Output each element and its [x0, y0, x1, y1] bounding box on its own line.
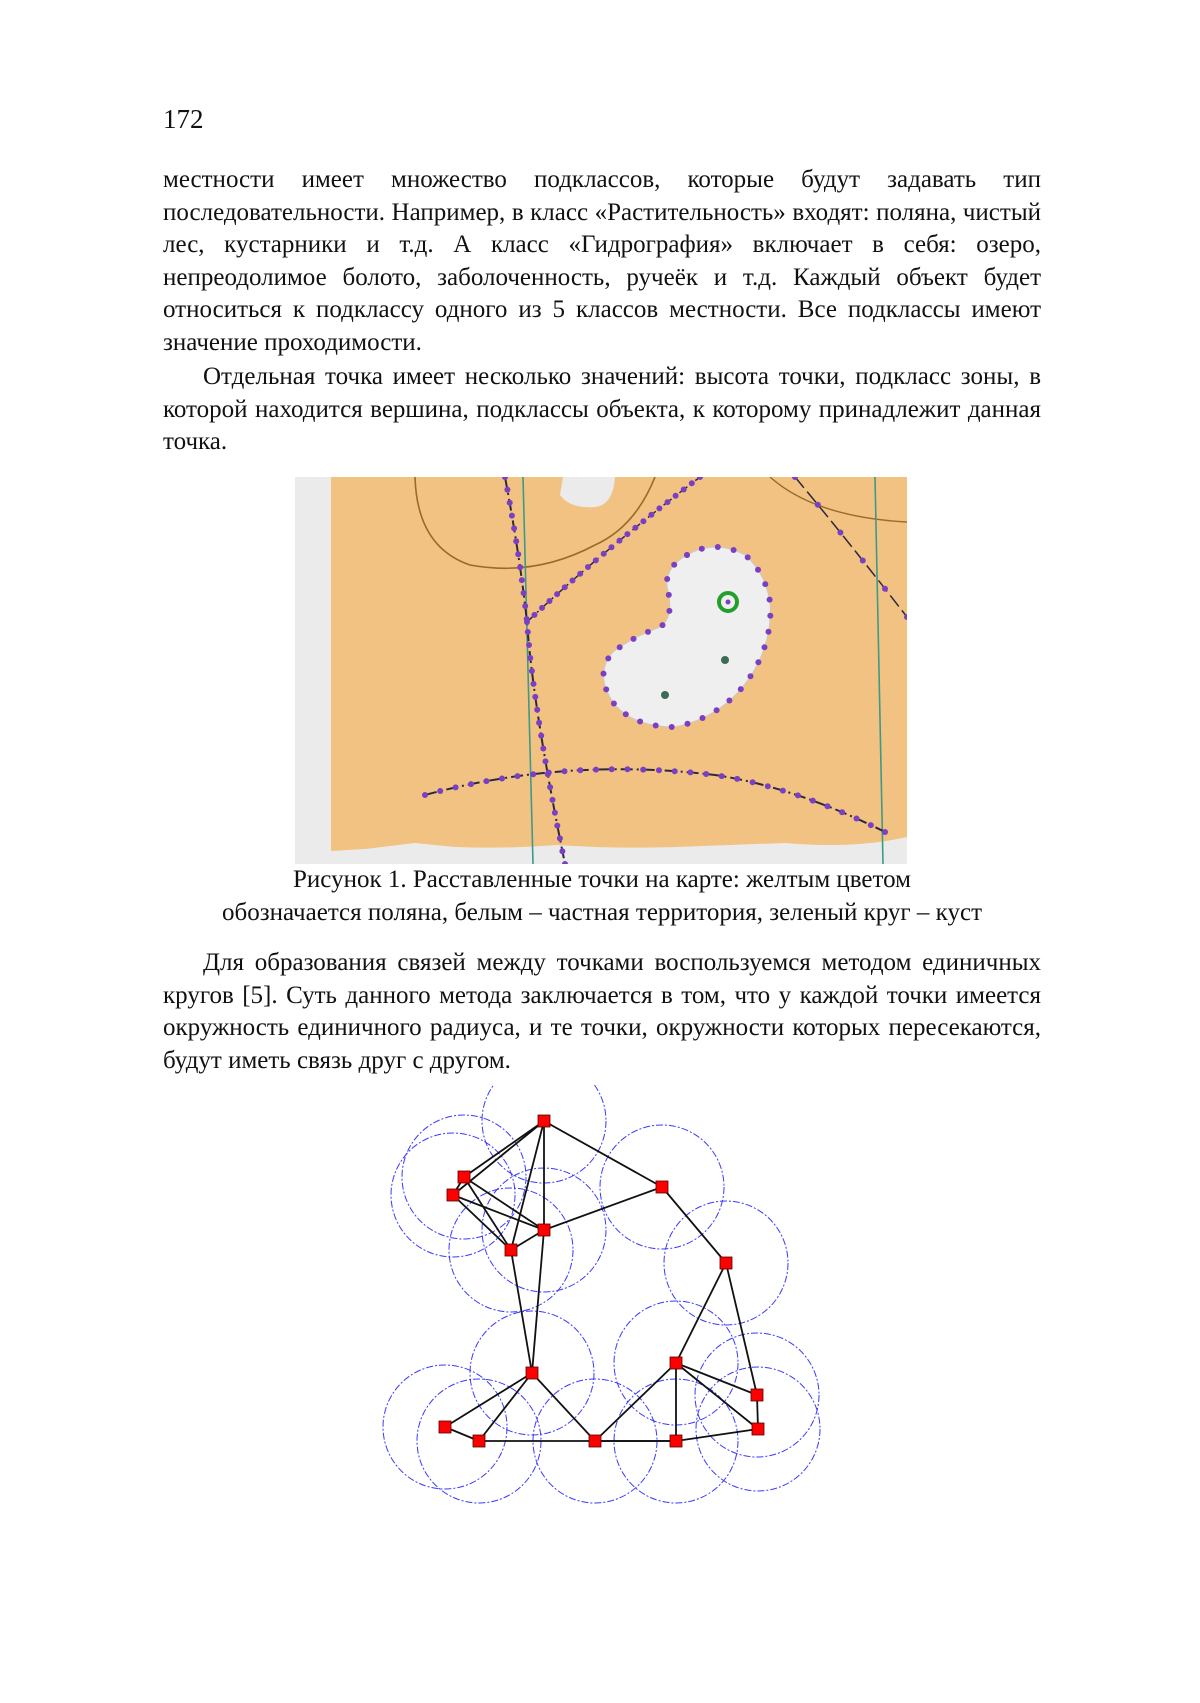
map-point [681, 487, 687, 493]
bush-point [726, 600, 731, 605]
map-point [453, 784, 459, 790]
map-point [601, 551, 607, 557]
map-point [825, 803, 831, 809]
map-point [762, 644, 768, 650]
map-point [554, 823, 560, 829]
map-point [623, 711, 629, 717]
map-point [524, 619, 530, 625]
map-point [519, 577, 525, 583]
graph-edge [676, 1263, 726, 1363]
map-point [557, 835, 563, 841]
map-point [726, 698, 732, 704]
graph-node [473, 1435, 485, 1447]
map-point [766, 629, 772, 635]
map-point [504, 487, 510, 493]
map-point [731, 547, 737, 553]
map-point [536, 720, 542, 726]
map-point [617, 538, 623, 544]
figure-1-map [295, 477, 907, 864]
map-point [531, 681, 537, 687]
map-point [570, 578, 576, 584]
map-point [631, 636, 637, 642]
caption-line-1: Рисунок 1. Расставленные точки на карте: желтым цветом [293, 866, 911, 893]
graph-node [589, 1435, 601, 1447]
map-point [552, 810, 558, 816]
graph-edge [676, 1363, 757, 1395]
graph-edge [532, 1373, 595, 1441]
map-point [593, 767, 599, 773]
map-point [547, 598, 553, 604]
paragraph-2: Отдельная точка имеет несколько значений: высота точки, подкласс зоны, в которой находится вершина, подклассы объекта, к которому принадлежит данная точка. [163, 363, 1041, 455]
map-point [538, 733, 544, 739]
map-point [603, 686, 609, 692]
map-point [714, 707, 720, 713]
map-point [745, 554, 751, 560]
map-point [511, 525, 517, 531]
map-point [767, 597, 773, 603]
map-point [422, 792, 428, 798]
map-point [734, 776, 740, 782]
map-point [687, 769, 693, 775]
map-point [483, 778, 489, 784]
map-point [605, 655, 611, 661]
graph-node [447, 1189, 459, 1201]
map-point [593, 557, 599, 563]
map-point [534, 707, 540, 713]
map-point [543, 758, 549, 764]
map-point [750, 779, 756, 785]
map-point [522, 603, 528, 609]
map-point [684, 552, 690, 558]
map-point [854, 816, 860, 822]
map-point [719, 773, 725, 779]
map-point [656, 505, 662, 511]
map-point [656, 767, 662, 773]
map-point [755, 567, 761, 573]
map-point [624, 531, 630, 537]
map-point [517, 564, 523, 570]
paragraph-1: местности имеет множество подклассов, которые будут задавать тип последовательности. Например, в класс «Растительность» входят: поляна, чистый лес, кустарники и т.д. А класс «Гидрография» включает в себя: озеро, непреодолимое болото, заболоченность, ручеёк и т.д. Каждый объект будет относиться к подклассу одного из 5 классов местности. Все подклассы имеют значение проходимости. [163, 166, 1041, 356]
map-point [665, 499, 671, 505]
graph-node [538, 1115, 550, 1127]
map-point [703, 771, 709, 777]
graph-edge [479, 1373, 532, 1441]
map-point [795, 792, 801, 798]
map-point [437, 788, 443, 794]
graph-edge [544, 1187, 662, 1230]
map-point [645, 629, 651, 635]
page-number: 172 [163, 104, 204, 134]
map-point [601, 671, 607, 677]
graph-node [670, 1435, 682, 1447]
map-point [685, 721, 691, 727]
figure-1-caption [163, 863, 1041, 929]
map-point [765, 783, 771, 789]
map-point [637, 719, 643, 725]
map-point [653, 723, 659, 729]
map-point [882, 586, 888, 592]
graph-edge [464, 1177, 511, 1250]
map-point [547, 784, 553, 790]
graph-edges [445, 1121, 758, 1441]
map-point [559, 848, 565, 854]
graph-edge [453, 1121, 544, 1195]
map-point [699, 546, 705, 552]
map-point [562, 584, 568, 590]
map-point [515, 773, 521, 779]
figure-2-unit-circles-graph [370, 1085, 830, 1515]
map-point [577, 767, 583, 773]
map-point [546, 770, 552, 776]
map-point [673, 493, 679, 499]
graph-node [656, 1181, 668, 1193]
graph-edge [726, 1263, 757, 1395]
map-point [499, 776, 505, 782]
map-point [882, 829, 888, 835]
graph-node [720, 1257, 732, 1269]
map-point [529, 668, 535, 674]
map-point [526, 642, 532, 648]
graph-node [670, 1357, 682, 1369]
map-point [530, 771, 536, 777]
map-point [521, 590, 527, 596]
graph-node [752, 1423, 764, 1435]
map-point [660, 622, 666, 628]
graph-edge [544, 1121, 662, 1187]
graph-node [526, 1367, 538, 1379]
map-point [509, 513, 515, 519]
map-point [468, 781, 474, 787]
map-point [738, 686, 744, 692]
map-point [748, 673, 754, 679]
map-point [860, 558, 866, 564]
map-point [810, 798, 816, 804]
map-point [515, 551, 521, 557]
map-point [815, 502, 821, 508]
map-point [780, 788, 786, 794]
graph-edge [532, 1230, 544, 1373]
map-point [666, 608, 672, 614]
map-point [669, 724, 675, 730]
map-point [609, 766, 615, 772]
graph-edge [595, 1363, 676, 1441]
map-point [532, 694, 538, 700]
map-point [700, 715, 706, 721]
graph-node [751, 1389, 763, 1401]
map-point [554, 591, 560, 597]
map-point [666, 592, 672, 598]
map-point [672, 768, 678, 774]
graph-node [458, 1171, 470, 1183]
caption-line-2: обозначается поляна, белым – частная территория, зеленый круг – куст [221, 899, 982, 926]
graph-edge [662, 1187, 726, 1263]
graph-node [505, 1244, 517, 1256]
graph-node [538, 1224, 550, 1236]
graph-edge [445, 1373, 532, 1427]
map-point [585, 564, 591, 570]
map-point [617, 644, 623, 650]
map-point [577, 571, 583, 577]
map-point [513, 538, 519, 544]
map-point [839, 809, 845, 815]
map-point [671, 562, 677, 568]
map-point [648, 512, 654, 518]
graph-edge [676, 1429, 758, 1441]
inner-point-1 [721, 656, 729, 664]
map-point [632, 525, 638, 531]
map-point [507, 500, 513, 506]
graph-edge [676, 1363, 758, 1429]
map-point [640, 767, 646, 773]
map-point [540, 746, 546, 752]
map-point [625, 766, 631, 772]
inner-point-2 [661, 691, 669, 699]
map-point [640, 518, 646, 524]
map-point [609, 544, 615, 550]
paragraph-3: Для образования связей между точками воспользуемся методом единичных кругов [5]. Суть данного метода заключается в том, что у каждой точки имеется окружность единичного радиуса, и те точки, окружности которых пересекаются, будут иметь связь друг с другом. [163, 949, 1041, 1074]
map-point [767, 613, 773, 619]
map-point [539, 605, 545, 611]
map-point [611, 701, 617, 707]
map-point [562, 768, 568, 774]
map-point [715, 544, 721, 550]
map-point [868, 822, 874, 828]
map-point [525, 629, 531, 635]
map-point [527, 655, 533, 661]
map-point [532, 612, 538, 618]
map-point [755, 659, 761, 665]
map-point [689, 480, 695, 486]
map-point [550, 797, 556, 803]
map-point [762, 581, 768, 587]
map-point [664, 576, 670, 582]
graph-node [439, 1421, 451, 1433]
map-point [837, 530, 843, 536]
graph-nodes [439, 1115, 764, 1447]
